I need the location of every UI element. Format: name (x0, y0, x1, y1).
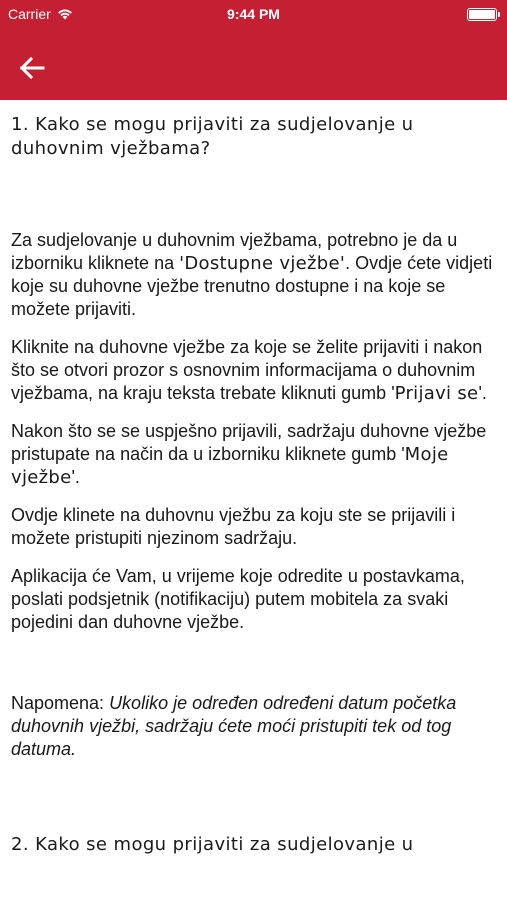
back-button[interactable] (14, 52, 50, 84)
faq-paragraph-5: Aplikacija će Vam, u vrijeme koje odredite u postavkama, poslati podsjetnik (notifikaciju) putem mobitela za svaki pojedini dan duhovne vježbe. (11, 566, 465, 632)
note-text: Ukoliko je određen određeni datum početka duhovnih vježbi, sadržaju ćete moći pristupiti tek od tog datuma. (11, 693, 457, 759)
faq-question-1: 1. Kako se mogu prijaviti za sudjelovanje u duhovnim vježbama? (11, 114, 414, 159)
highlight-moje-vjezbe: Moje vježbe (11, 444, 449, 488)
faq-paragraph-3: Nakon što se se uspješno prijavili, sadržaju duhovne vježbe pristupate na način da u izborniku kliknete gumb 'Moje vježbe'. (11, 421, 487, 488)
note-label: Napomena: (11, 693, 110, 713)
faq-paragraph-2: Kliknite na duhovne vježbe za koje se želite prijaviti i nakon što se otvori prozor s osnovnim informacijama o duhovnim vježbama, na kraju teksta trebate kliknuti gumb 'Prijavi se'. (11, 337, 487, 404)
arrow-left-icon (19, 57, 45, 79)
highlight-dostupne-vjezbe: 'Dostupne vježbe' (179, 253, 346, 274)
battery-icon (467, 8, 497, 21)
status-bar (0, 0, 507, 28)
faq-question-2: 2. Kako se mogu prijaviti za sudjelovanje u (11, 834, 414, 855)
highlight-prijavi-se: Prijavi se (394, 383, 479, 404)
faq-note (11, 692, 497, 761)
app-header (0, 0, 507, 100)
faq-paragraph-4: Ovdje klinete na duhovnu vježbu za koju ste se prijavili i možete pristupiti njezinom sadržaju. (11, 505, 456, 548)
faq-content (11, 100, 497, 900)
carrier-label: Carrier (8, 6, 51, 22)
status-time: 9:44 PM (227, 6, 280, 22)
faq-paragraph-1: Za sudjelovanje u duhovnim vježbama, potrebno je da u izborniku kliknete na 'Dostupne vježbe'. Ovdje ćete vidjeti koje su duhovne vježbe trenutno dostupne i na koje se možete prijaviti. (11, 230, 493, 319)
